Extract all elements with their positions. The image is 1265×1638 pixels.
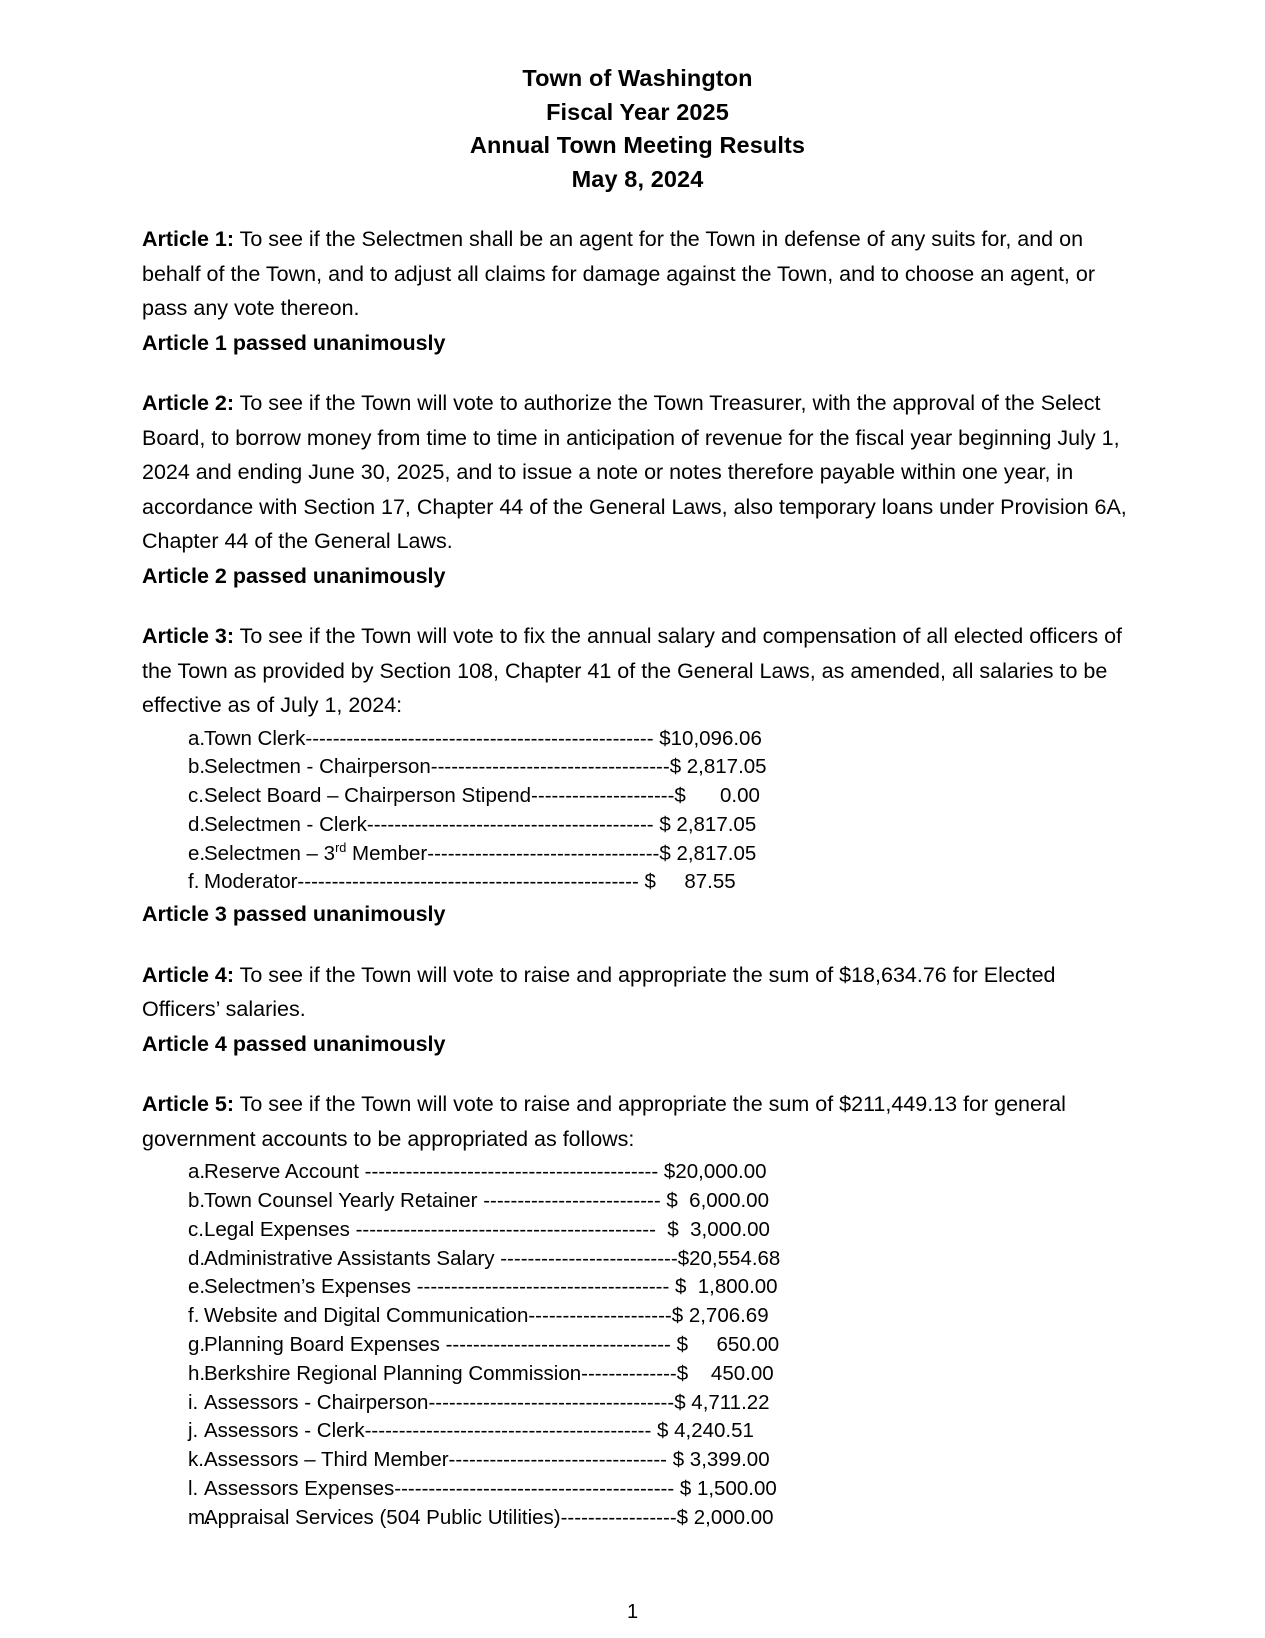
article-block bbox=[142, 619, 1133, 932]
list-item-amount: $ 1,500.00 bbox=[674, 1477, 777, 1501]
article-label: Article 4: bbox=[142, 962, 235, 987]
article-block bbox=[142, 1087, 1133, 1532]
list-item-marker: d. bbox=[188, 812, 206, 836]
list-item bbox=[142, 1245, 1133, 1274]
list-item-label: Assessors – Third Member-------------------------------- bbox=[204, 1448, 668, 1472]
article-paragraph bbox=[142, 619, 1133, 723]
article-block bbox=[142, 222, 1133, 360]
list-item-marker: a. bbox=[188, 726, 206, 750]
list-item-label: Select Board – Chairperson Stipend--------------------- bbox=[204, 784, 675, 808]
list-item-label: Assessors - Clerk------------------------------------------ bbox=[204, 1419, 652, 1443]
list-item bbox=[142, 1216, 1133, 1245]
list-item bbox=[142, 811, 1133, 840]
list-item-amount: $ 650.00 bbox=[670, 1333, 780, 1357]
title-line-town: Town of Washington bbox=[522, 65, 753, 91]
article-text: To see if the Town will vote to fix the annual salary and compensation of all elected officers of the Town as provided by Section 108, Chapter 41 of the General Laws, as amended, all salaries to be effective as of July 1, 2024: bbox=[142, 624, 1123, 717]
list-item-marker: i. bbox=[188, 1390, 199, 1414]
list-item-label: Selectmen – 3rd Member---------------------------------- bbox=[204, 839, 660, 865]
list-item-amount: $ 2,817.05 bbox=[669, 755, 767, 779]
list-item-marker: c. bbox=[188, 784, 204, 808]
list-item-amount: $ 6,000.00 bbox=[660, 1189, 769, 1213]
list-item-label: Moderator-------------------------------------------------- bbox=[204, 870, 639, 894]
list-item-amount: $ 2,000.00 bbox=[676, 1505, 774, 1529]
article-paragraph bbox=[142, 386, 1133, 559]
list-item-marker: h. bbox=[188, 1361, 206, 1385]
list-item-marker: b. bbox=[188, 755, 206, 779]
list-item bbox=[142, 1475, 1133, 1504]
list-item-marker: m. bbox=[188, 1505, 211, 1529]
article-result: Article 3 passed unanimously bbox=[142, 902, 446, 927]
article-result: Article 1 passed unanimously bbox=[142, 330, 446, 355]
article-text: To see if the Town will vote to raise and appropriate the sum of $18,634.76 for Elected Officers’ salaries. bbox=[142, 962, 1056, 1022]
list-item-amount: $20,554.68 bbox=[677, 1246, 781, 1270]
list-item-label: Selectmen - Chairperson----------------------------------- bbox=[204, 755, 670, 779]
list-item-label: Assessors Expenses----------------------------------------- bbox=[204, 1477, 675, 1501]
list-item-marker: g. bbox=[188, 1333, 206, 1357]
list-item-amount: $ 87.55 bbox=[638, 870, 736, 894]
list-item-marker: b. bbox=[188, 1189, 206, 1213]
list-item bbox=[142, 725, 1133, 754]
list-item bbox=[142, 1446, 1133, 1475]
title-line-date: May 8, 2024 bbox=[571, 165, 704, 192]
list-item bbox=[142, 1273, 1133, 1302]
article-paragraph bbox=[142, 958, 1133, 1027]
list-item-marker: d. bbox=[188, 1246, 206, 1270]
article-result: Article 2 passed unanimously bbox=[142, 563, 446, 588]
list-item-amount: $ 2,817.05 bbox=[659, 841, 757, 865]
article-paragraph bbox=[142, 222, 1133, 326]
article-block bbox=[142, 958, 1133, 1062]
article-label: Article 5: bbox=[142, 1092, 235, 1117]
list-item-marker: k. bbox=[188, 1448, 204, 1472]
list-item-amount: $ 1,800.00 bbox=[669, 1275, 778, 1299]
list-item-label: Reserve Account ------------------------------------------- bbox=[204, 1160, 659, 1184]
page-number: 1 bbox=[626, 1601, 639, 1623]
list-item-amount: $ 3,399.00 bbox=[667, 1448, 770, 1472]
list-item-label: Assessors - Chairperson------------------------------------ bbox=[204, 1390, 675, 1414]
article-paragraph bbox=[142, 1087, 1133, 1156]
list-item-marker: f. bbox=[188, 1304, 200, 1328]
list-item bbox=[142, 1187, 1133, 1216]
list-item bbox=[142, 1360, 1133, 1389]
list-item-label: Administrative Assistants Salary -------------------------- bbox=[204, 1246, 678, 1270]
article-label: Article 1: bbox=[142, 227, 235, 251]
list-item bbox=[142, 1302, 1133, 1331]
appropriation-list bbox=[142, 1158, 1133, 1532]
list-item bbox=[142, 1504, 1133, 1533]
list-item-label: Town Counsel Yearly Retainer -------------------------- bbox=[204, 1189, 661, 1213]
article-result: Article 4 passed unanimously bbox=[142, 1031, 446, 1056]
list-item bbox=[142, 840, 1133, 869]
list-item bbox=[142, 1331, 1133, 1360]
article-text: To see if the Town will vote to authorize the Town Treasurer, with the approval of the Select Board, to borrow money from time to time in anticipation of revenue for the fiscal year beginning July 1, 2024 and ending June 30, 2025, and to issue a note or notes therefore payable within one year, in accordance with Section 17, Chapter 44 of the General Laws, also temporary loans under Provision 6A, Chapter 44 of the General Laws. bbox=[142, 391, 1127, 553]
list-item-marker: l. bbox=[188, 1477, 199, 1501]
title-line-meeting: Annual Town Meeting Results bbox=[469, 132, 806, 158]
list-item-label: Website and Digital Communication--------------------- bbox=[204, 1304, 672, 1328]
list-item-label: Town Clerk--------------------------------------------------- bbox=[204, 726, 654, 750]
list-item-label: Selectmen - Clerk------------------------------------------ bbox=[204, 812, 654, 836]
list-item-label: Berkshire Regional Planning Commission-------------- bbox=[204, 1361, 677, 1385]
list-item bbox=[142, 868, 1133, 897]
list-item-label: Legal Expenses -------------------------------------------- bbox=[204, 1217, 656, 1241]
article-label: Article 2: bbox=[142, 391, 235, 415]
list-item bbox=[142, 1389, 1133, 1418]
document-title-block bbox=[142, 62, 1133, 196]
list-item-amount: $ 3,000.00 bbox=[655, 1217, 770, 1241]
list-item bbox=[142, 1417, 1133, 1446]
article-text: To see if the Selectmen shall be an agent for the Town in defense of any suits for, and on behalf of the Town, and to adjust all claims for damage against the Town, and to choose an agent, or pass any vote thereon. bbox=[142, 227, 1095, 320]
list-item-marker: c. bbox=[188, 1217, 204, 1241]
list-item-marker: e. bbox=[188, 841, 206, 865]
list-item bbox=[142, 782, 1133, 811]
list-item-label: Planning Board Expenses --------------------------------- bbox=[204, 1333, 671, 1357]
list-item-amount: $10,096.06 bbox=[653, 726, 762, 750]
appropriation-list bbox=[142, 725, 1133, 898]
list-item-marker: f. bbox=[188, 870, 200, 894]
list-item-marker: j. bbox=[188, 1419, 199, 1443]
list-item-amount: $ 2,817.05 bbox=[653, 812, 757, 836]
list-item-amount: $20,000.00 bbox=[658, 1160, 767, 1184]
title-line-fiscal-year: Fiscal Year 2025 bbox=[546, 98, 729, 125]
list-item bbox=[142, 1158, 1133, 1187]
article-text: To see if the Town will vote to raise and appropriate the sum of $211,449.13 for general government accounts to be appropriated as follows: bbox=[142, 1092, 1066, 1151]
list-item-amount: $ 0.00 bbox=[674, 784, 760, 808]
list-item-amount: $ 450.00 bbox=[676, 1361, 774, 1385]
list-item-label: Selectmen’s Expenses ------------------------------------- bbox=[204, 1275, 670, 1299]
list-item bbox=[142, 753, 1133, 782]
list-item-marker: a. bbox=[188, 1160, 206, 1184]
article-block bbox=[142, 386, 1133, 593]
article-label: Article 3: bbox=[142, 624, 235, 648]
list-item-amount: $ 4,711.22 bbox=[674, 1390, 770, 1414]
list-item-amount: $ 2,706.69 bbox=[671, 1304, 769, 1328]
list-item-marker: e. bbox=[188, 1275, 206, 1299]
list-item-amount: $ 4,240.51 bbox=[651, 1419, 754, 1443]
articles-container bbox=[142, 222, 1133, 1533]
list-item-label: Appraisal Services (504 Public Utilities)----------------- bbox=[204, 1505, 677, 1529]
